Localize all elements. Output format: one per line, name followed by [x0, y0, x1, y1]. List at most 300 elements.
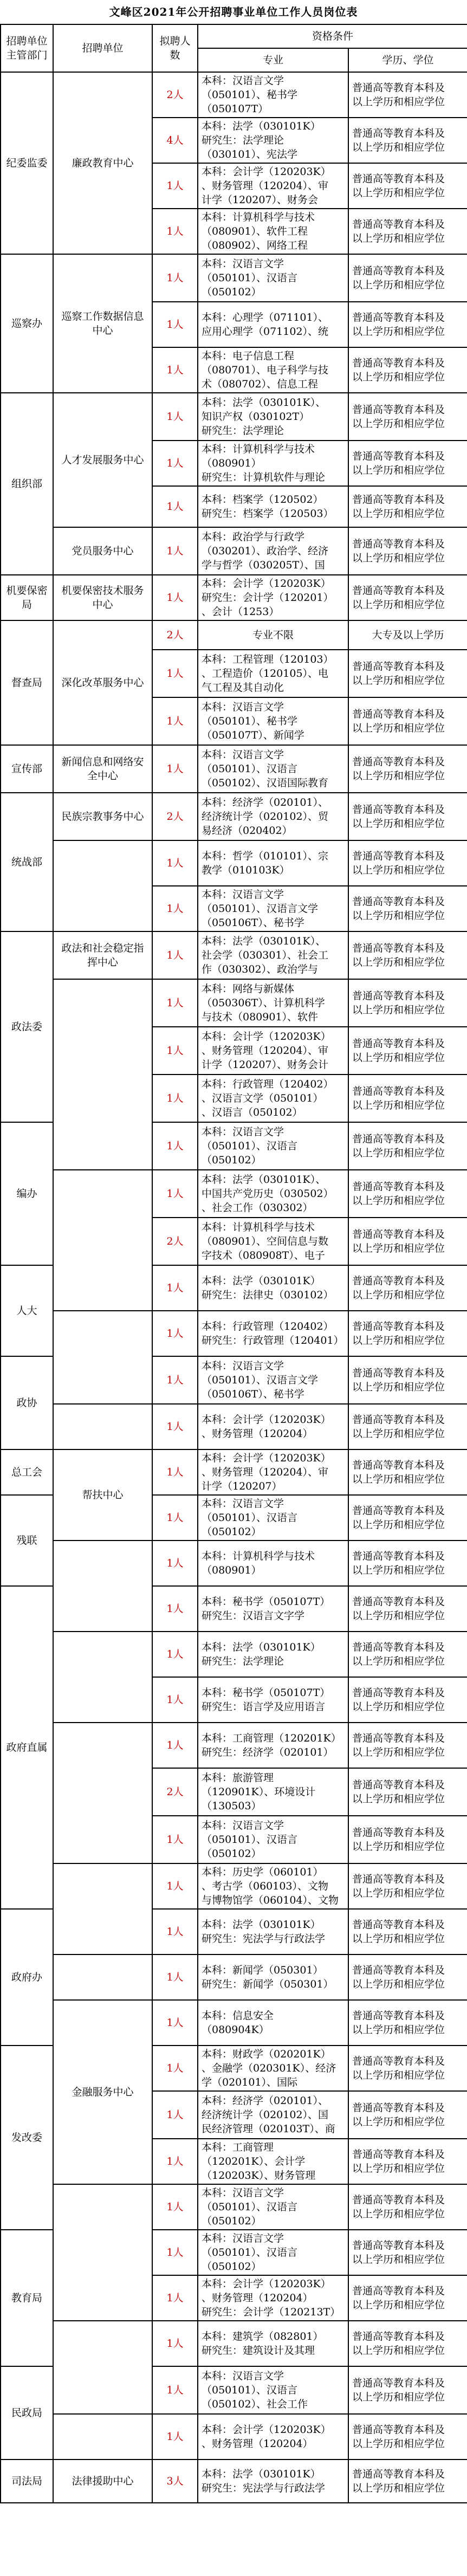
count-cell: 1人: [152, 302, 198, 347]
major-line: （050306T）、计算机科学: [202, 997, 325, 1009]
table-row: [1, 745, 467, 793]
major-line: 本科：汉语言文学: [202, 1360, 284, 1372]
count-cell: 1人: [152, 2091, 198, 2139]
major-line: 专业不限: [252, 629, 294, 641]
count-cell: 1人: [152, 2321, 198, 2366]
edu-line: 以上学历和相应学位: [352, 552, 445, 564]
major-line: （050101）、汉语言: [202, 2384, 298, 2396]
edu-line: 普通高等教育本科及: [352, 804, 445, 815]
table-body: [1, 72, 467, 2503]
major-line: 研究生：法学理论: [202, 425, 284, 437]
unit-cell: 党员服务中心: [53, 527, 152, 575]
edu-line: 普通高等教育本科及: [352, 1181, 445, 1193]
edu-line: 普通高等教育本科及: [352, 1919, 445, 1931]
major-line: 研究生：行政管理（120401）: [202, 1335, 344, 1347]
edu-line: 普通高等教育本科及: [352, 1459, 445, 1471]
major-cell: [198, 1768, 348, 1816]
major-line: 易经济（020402）: [202, 825, 293, 837]
dept-cell: 政府办: [1, 1909, 53, 2046]
major-line: 本科：哲学（010101）、宗: [202, 850, 329, 862]
edu-line: 普通高等教育本科及: [352, 2377, 445, 2389]
edu-line: 普通高等教育本科及: [352, 1779, 445, 1791]
dept-cell: 政府直属: [1, 1586, 53, 1909]
edu-line: 普通高等教育本科及: [352, 538, 445, 550]
edu-line: 以上学历和相应学位: [352, 910, 445, 922]
major-line: （120203K）、财务管理: [202, 2170, 316, 2182]
count-cell: 1人: [152, 1449, 198, 1495]
unit-cell: 帮扶中心: [53, 1449, 152, 1541]
major-line: 本科：建筑学（082801）: [202, 2331, 323, 2342]
major-cell: [198, 1170, 348, 1218]
count-cell: 1人: [152, 1954, 198, 2000]
table-row: [1, 575, 467, 620]
table-row: [1, 2000, 467, 2046]
table-row: [1, 72, 467, 118]
header-major: 专业: [198, 48, 348, 72]
major-line: 、会计（1253）: [202, 606, 280, 618]
count-cell: 1人: [152, 1265, 198, 1311]
edu-line: 以上学历和相应学位: [352, 232, 445, 244]
major-line: （050101）、秘书学: [202, 89, 298, 101]
edu-line: 以上学历和相应学位: [352, 2069, 445, 2081]
edu-line: 普通高等教育本科及: [352, 1687, 445, 1699]
major-cell: [198, 979, 348, 1027]
major-line: 本科：秘书学（050107T）: [202, 1687, 330, 1699]
major-line: （050101）、汉语言文学: [202, 1374, 319, 1386]
edu-cell: [348, 1723, 467, 1768]
edu-line: 以上学历和相应学位: [352, 418, 445, 430]
dept-cell: 司法局: [1, 2460, 53, 2503]
major-cell: [198, 745, 348, 793]
edu-line: 普通高等教育本科及: [352, 127, 445, 139]
major-cell: [198, 1541, 348, 1586]
edu-line: 普通高等教育本科及: [352, 2468, 445, 2480]
edu-line: 以上学历和相应学位: [352, 1564, 445, 1576]
major-line: 知识产权（030102T）: [202, 411, 310, 423]
edu-line: 以上学历和相应学位: [352, 1610, 445, 1622]
major-line: （080701）、电子科学与技: [202, 364, 329, 376]
major-line: 本科：心理学（071101）、: [202, 312, 329, 323]
major-cell: [198, 1495, 348, 1541]
edu-cell: [348, 650, 467, 697]
major-line: 教学（010103K）: [202, 864, 290, 876]
count-cell: 1人: [152, 1404, 198, 1449]
major-line: 本科：会计学（120203K）: [202, 2424, 331, 2436]
unit-cell: 政法和社会稳定指挥中心: [53, 931, 152, 979]
edu-line: 普通高等教育本科及: [352, 265, 445, 277]
count-cell: 1人: [152, 347, 198, 393]
edu-line: 普通高等教育本科及: [352, 1038, 445, 1050]
major-line: 本科：行政管理（120402）: [202, 1078, 334, 1090]
major-cell: [198, 1723, 348, 1768]
major-cell: [198, 1632, 348, 1677]
edu-line: 普通高等教育本科及: [352, 2331, 445, 2342]
edu-line: 以上学历和相应学位: [352, 326, 445, 338]
dept-cell: 宣传部: [1, 745, 53, 793]
major-line: （050106T）、秘书学: [202, 1388, 304, 1400]
edu-cell: [348, 163, 467, 209]
major-cell: [198, 163, 348, 209]
dept-cell: 组织部: [1, 393, 53, 575]
edu-line: 普通高等教育本科及: [352, 2055, 445, 2067]
unit-cell: [53, 840, 152, 931]
unit-cell: [53, 979, 152, 1170]
major-line: 学与哲学（030205T）、国: [202, 559, 325, 571]
count-cell: 2人: [152, 72, 198, 118]
major-line: （050101）、汉语言: [202, 1140, 298, 1152]
edu-cell: [348, 2000, 467, 2046]
header-count: 拟聘人数: [152, 24, 198, 72]
major-line: 中国共产党历史（030502）: [202, 1188, 334, 1200]
major-line: 研究生：法学理论: [202, 134, 284, 146]
major-line: （050102）: [202, 286, 262, 298]
header-conditions: 资格条件: [198, 24, 467, 48]
edu-cell: [348, 840, 467, 886]
unit-cell: 机要保密技术服务中心: [53, 575, 152, 620]
unit-cell: 巡察工作数据信息中心: [53, 254, 152, 393]
table-row: [1, 1541, 467, 1586]
major-line: 本科：会计学（120203K）: [202, 2278, 331, 2290]
major-cell: [198, 302, 348, 347]
dept-cell: 政法委: [1, 931, 53, 1122]
major-cell: [198, 793, 348, 840]
edu-cell: [348, 2366, 467, 2414]
table-row: [1, 1449, 467, 1495]
major-line: 研究生：新闻学（050301）: [202, 1978, 334, 1990]
count-cell: 1人: [152, 697, 198, 745]
major-line: 本科：计算机科学与技术: [202, 211, 315, 223]
edu-line: 普通高等教育本科及: [352, 2148, 445, 2160]
major-line: 本科：汉语言文学: [202, 749, 284, 761]
edu-line: 普通高等教育本科及: [352, 850, 445, 862]
edu-line: 以上学历和相应学位: [352, 956, 445, 968]
edu-cell: [348, 1170, 467, 1218]
major-line: 、汉语言文学（050101）: [202, 1092, 323, 1104]
edu-line: 以上学历和相应学位: [352, 1933, 445, 1945]
edu-cell: [348, 575, 467, 620]
major-line: 气工程及其自动化: [202, 682, 284, 694]
count-cell: 1人: [152, 745, 198, 793]
table-row: [1, 931, 467, 979]
major-line: 本科：法学（030101K）、: [202, 1174, 326, 1186]
edu-line: 普通高等教育本科及: [352, 990, 445, 1002]
dept-cell: 统战部: [1, 793, 53, 931]
unit-cell: 人才发展服务中心: [53, 393, 152, 527]
major-line: （050101）、汉语言文学: [202, 903, 319, 915]
table-row: [1, 2460, 467, 2503]
edu-line: 以上学历和相应学位: [352, 1004, 445, 1016]
major-line: （050101）、汉语言: [202, 763, 298, 775]
edu-line: 以上学历和相应学位: [352, 818, 445, 830]
edu-line: 普通高等教育本科及: [352, 896, 445, 908]
edu-cell: [348, 118, 467, 163]
major-cell: [198, 2091, 348, 2139]
table-row: [1, 2184, 467, 2230]
edu-cell: [348, 254, 467, 302]
edu-line: 以上学历和相应学位: [352, 1289, 445, 1301]
edu-line: 普通高等教育本科及: [352, 1550, 445, 1562]
edu-line: 以上学历和相应学位: [352, 279, 445, 291]
edu-line: 普通高等教育本科及: [352, 1505, 445, 1517]
edu-line: 以上学历和相应学位: [352, 2391, 445, 2403]
unit-cell: [53, 1863, 152, 1954]
major-cell: [198, 1816, 348, 1863]
unit-cell: [53, 1723, 152, 1863]
major-line: 本科：汉语言文学: [202, 258, 284, 270]
edu-cell: [348, 793, 467, 840]
edu-cell: [348, 1122, 467, 1170]
count-cell: 1人: [152, 931, 198, 979]
unit-cell: [53, 1541, 152, 1632]
major-line: 本科：汉语言文学: [202, 2187, 284, 2199]
table-row: [1, 840, 467, 886]
major-line: 本科：汉语言文学: [202, 2370, 284, 2382]
table-row: [1, 1311, 467, 1356]
count-cell: 1人: [152, 1632, 198, 1677]
dept-cell: 政协: [1, 1356, 53, 1449]
table-row: [1, 1404, 467, 1449]
edu-line: 以上学历和相应学位: [352, 508, 445, 520]
count-cell: 2人: [152, 1768, 198, 1816]
major-cell: [198, 393, 348, 441]
edu-line: 普通高等教育本科及: [352, 2240, 445, 2251]
edu-cell: [348, 1768, 467, 1816]
edu-line: 普通高等教育本科及: [352, 1641, 445, 1653]
edu-line: 以上学历和相应学位: [352, 2254, 445, 2266]
major-cell: [198, 2139, 348, 2184]
edu-line: 普通高等教育本科及: [352, 1367, 445, 1379]
major-cell: [198, 1677, 348, 1723]
major-cell: [198, 1122, 348, 1170]
count-cell: 1人: [152, 840, 198, 886]
major-cell: [198, 2366, 348, 2414]
major-line: 与博物馆学（060104）、文物: [202, 1894, 339, 1906]
major-line: 本科：会计学（120203K）: [202, 166, 331, 178]
edu-cell: [348, 393, 467, 441]
edu-cell: [348, 1356, 467, 1404]
edu-line: 普通高等教育本科及: [352, 1873, 445, 1885]
major-cell: [198, 527, 348, 575]
edu-cell: [348, 1816, 467, 1863]
major-line: 本科：工商管理（120201K）: [202, 1732, 341, 1744]
major-line: 、财务管理（120204）: [202, 2292, 313, 2304]
major-line: 本科：旅游管理: [202, 1772, 274, 1784]
count-cell: 3人: [152, 2460, 198, 2503]
dept-cell: 民政局: [1, 2366, 53, 2460]
major-line: 本科：汉语言文学: [202, 889, 284, 901]
edu-cell: [348, 1027, 467, 1075]
edu-line: 以上学历和相应学位: [352, 2024, 445, 2036]
major-line: 本科：信息安全: [202, 2010, 274, 2022]
edu-line: 普通高等教育本科及: [352, 1414, 445, 1426]
edu-cell: [348, 2321, 467, 2366]
edu-cell: [348, 441, 467, 486]
unit-cell: [53, 2321, 152, 2414]
edu-line: 以上学历和相应学位: [352, 464, 445, 476]
edu-cell: [348, 1311, 467, 1356]
count-cell: 1人: [152, 2366, 198, 2414]
page-title: 文峰区2021年公开招聘事业单位工作人员岗位表: [109, 5, 358, 18]
major-cell: [198, 1218, 348, 1265]
edu-line: 以上学历和相应学位: [352, 1519, 445, 1531]
major-line: 计学（120207）: [202, 1480, 282, 1492]
edu-cell: [348, 745, 467, 793]
count-cell: 1人: [152, 1541, 198, 1586]
unit-cell: [53, 2414, 152, 2460]
count-cell: 1人: [152, 2230, 198, 2275]
edu-cell: [348, 1449, 467, 1495]
edu-line: 普通高等教育本科及: [352, 1133, 445, 1145]
major-line: （130503）: [202, 1800, 262, 1812]
edu-line: 普通高等教育本科及: [352, 585, 445, 597]
dept-cell: 人大: [1, 1265, 53, 1356]
edu-cell: [348, 302, 467, 347]
edu-cell: [348, 2184, 467, 2230]
edu-cell: [348, 1541, 467, 1586]
edu-cell: [348, 1909, 467, 1954]
edu-line: 普通高等教育本科及: [352, 312, 445, 323]
edu-line: 以上学历和相应学位: [352, 2438, 445, 2450]
edu-line: 以上学历和相应学位: [352, 1335, 445, 1347]
table-row: [1, 793, 467, 840]
edu-line: 大专及以上学历: [372, 629, 444, 641]
major-line: 、汉语言（050102）: [202, 1106, 303, 1118]
major-line: （120201K）、会计学: [202, 2156, 306, 2167]
edu-line: 以上学历和相应学位: [352, 141, 445, 153]
table-row: [1, 620, 467, 650]
edu-line: 普通高等教育本科及: [352, 82, 445, 94]
major-line: 研究生：会计学（120201）: [202, 592, 334, 604]
major-line: （120901K）、环境设计: [202, 1786, 316, 1798]
edu-line: 以上学历和相应学位: [352, 1052, 445, 1064]
major-cell: [198, 118, 348, 163]
table-row: [1, 1863, 467, 1909]
unit-cell: [53, 1311, 152, 1404]
count-cell: 1人: [152, 1356, 198, 1404]
major-cell: [198, 1586, 348, 1632]
major-cell: [198, 486, 348, 527]
major-line: 经济统计学（020102）、贸: [202, 811, 329, 823]
major-line: （050102）: [202, 1154, 262, 1166]
major-line: （050102）、社会工作: [202, 2398, 308, 2410]
edu-line: 以上学历和相应学位: [352, 2116, 445, 2128]
edu-cell: [348, 72, 467, 118]
major-line: 本科：经济学（020101）、: [202, 2095, 329, 2107]
edu-line: 以上学历和相应学位: [352, 1793, 445, 1805]
edu-cell: [348, 209, 467, 254]
major-line: 民经济管理（020103T）、商: [202, 2123, 335, 2135]
count-cell: 1人: [152, 2139, 198, 2184]
edu-cell: [348, 486, 467, 527]
edu-cell: [348, 2414, 467, 2460]
major-line: （050102）: [202, 2215, 262, 2227]
major-line: （050101）、秘书学: [202, 715, 298, 727]
major-cell: [198, 620, 348, 650]
unit-cell: 廉政教育中心: [53, 72, 152, 254]
edu-line: 以上学历和相应学位: [352, 675, 445, 687]
count-cell: 1人: [152, 441, 198, 486]
major-line: 本科：电子信息工程: [202, 350, 295, 362]
edu-line: 以上学历和相应学位: [352, 770, 445, 782]
dept-cell: 发改委: [1, 2046, 53, 2230]
count-cell: 1人: [152, 1723, 198, 1768]
major-line: 本科：计算机科学与技术: [202, 443, 315, 455]
major-cell: [198, 1356, 348, 1404]
count-cell: 1人: [152, 1495, 198, 1541]
edu-line: 普通高等教育本科及: [352, 357, 445, 369]
major-line: 本科：法学（030101K）: [202, 1641, 321, 1653]
edu-line: 普通高等教育本科及: [352, 1827, 445, 1839]
major-line: （050101）、汉语言: [202, 272, 298, 284]
table-row: [1, 979, 467, 1027]
edu-line: 以上学历和相应学位: [352, 1381, 445, 1393]
major-line: 本科：汉语言文学: [202, 1126, 284, 1138]
unit-cell: 深化改革服务中心: [53, 620, 152, 745]
table-row: [1, 527, 467, 575]
edu-line: 以上学历和相应学位: [352, 1428, 445, 1440]
edu-cell: [348, 1265, 467, 1311]
unit-cell: 法律援助中心: [53, 2460, 152, 2503]
dept-cell: 纪委监委: [1, 72, 53, 254]
count-cell: 1人: [152, 209, 198, 254]
major-cell: [198, 2414, 348, 2460]
edu-line: 普通高等教育本科及: [352, 404, 445, 416]
major-line: 研究生：宪法学与行政法学: [202, 2482, 326, 2494]
major-cell: [198, 1027, 348, 1075]
edu-line: 以上学历和相应学位: [352, 1195, 445, 1207]
header-edu: 学历、学位: [348, 48, 467, 72]
edu-cell: [348, 2460, 467, 2503]
major-line: 、金融学（020301K）、经济: [202, 2062, 336, 2074]
major-line: 、财务管理（120204）: [202, 1428, 313, 1440]
major-line: 本科：工商管理: [202, 2141, 274, 2153]
major-cell: [198, 2460, 348, 2503]
edu-cell: [348, 2046, 467, 2091]
edu-line: 以上学历和相应学位: [352, 864, 445, 876]
major-line: （050102）: [202, 1848, 262, 1860]
major-cell: [198, 2184, 348, 2230]
major-line: 本科：会计学（120203K）: [202, 1414, 331, 1426]
edu-cell: [348, 527, 467, 575]
major-line: 研究生：档案学（120503）: [202, 508, 334, 520]
edu-line: 以上学历和相应学位: [352, 1147, 445, 1159]
major-cell: [198, 1404, 348, 1449]
major-cell: [198, 931, 348, 979]
count-cell: 1人: [152, 1816, 198, 1863]
edu-cell: [348, 2275, 467, 2321]
major-line: 经济统计学（020102）、国: [202, 2109, 329, 2121]
major-line: 本科：汉语言文学: [202, 1820, 284, 1831]
count-cell: 1人: [152, 2414, 198, 2460]
edu-cell: [348, 1632, 467, 1677]
major-line: 研究生：法学理论: [202, 1655, 284, 1667]
edu-cell: [348, 1677, 467, 1723]
major-cell: [198, 2000, 348, 2046]
edu-line: 普通高等教育本科及: [352, 173, 445, 185]
major-line: （050107T）: [202, 103, 269, 115]
major-line: 计学（120207）、财务会: [202, 194, 319, 206]
major-cell: [198, 347, 348, 393]
major-line: （050101）、汉语言: [202, 1512, 298, 1524]
edu-line: 以上学历和相应学位: [352, 1746, 445, 1758]
edu-cell: [348, 1863, 467, 1909]
edu-cell: [348, 2139, 467, 2184]
edu-line: 以上学历和相应学位: [352, 2163, 445, 2174]
major-cell: [198, 697, 348, 745]
edu-cell: [348, 1954, 467, 2000]
count-cell: 2人: [152, 620, 198, 650]
count-cell: 1人: [152, 650, 198, 697]
